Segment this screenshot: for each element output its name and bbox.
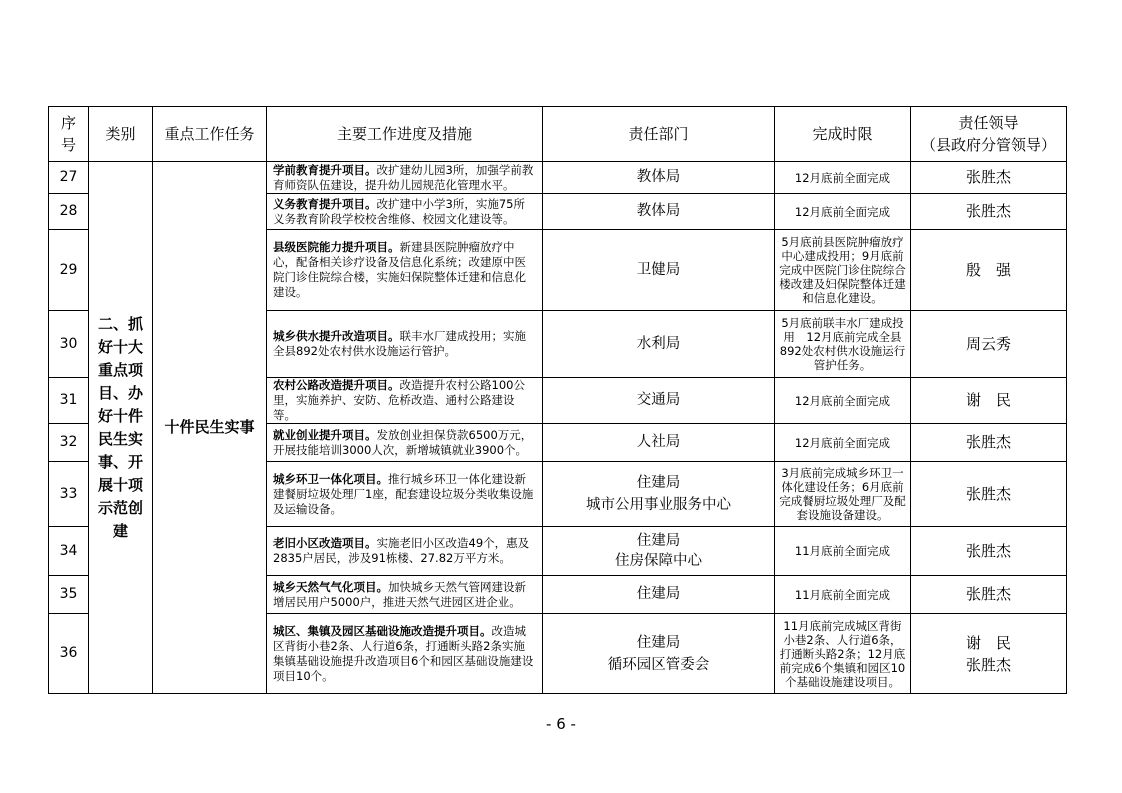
- table-row: [49, 162, 1067, 194]
- leader-cell: 张胜杰: [911, 462, 1067, 527]
- project-name: 老旧小区改造项目。: [273, 536, 377, 550]
- leader-cell: 周云秀: [911, 311, 1067, 378]
- progress-cell: [267, 378, 543, 424]
- project-detail: 发放创业担保贷款6500万元，开展技能培训3000人次，新增城镇就业3900个。: [273, 427, 533, 457]
- page-number: - 6 -: [546, 715, 576, 733]
- row-no: 31: [49, 378, 89, 424]
- row-no: 28: [49, 194, 89, 230]
- deadline-cell: 11月底前全面完成: [775, 576, 911, 614]
- header-no: 序 号: [49, 107, 89, 162]
- header-task: 重点工作任务: [153, 107, 267, 162]
- category-cell: 二、抓好十大重点项目、办好十件民生实事、开展十项示范创建: [89, 162, 153, 694]
- dept-cell: 住建局 住房保障中心: [543, 527, 775, 576]
- dept-cell: 人社局: [543, 424, 775, 462]
- project-name: 学前教育提升项目。: [273, 162, 377, 177]
- row-no: 33: [49, 462, 89, 527]
- project-name: 城区、集镇及园区基础设施改造提升项目。: [273, 623, 492, 638]
- project-name: 县级医院能力提升项目。: [273, 240, 400, 254]
- dept-cell: 教体局: [543, 194, 775, 230]
- progress-cell: [267, 527, 543, 576]
- dept-cell: 交通局: [543, 378, 775, 424]
- deadline-cell: 12月底前全面完成: [775, 378, 911, 424]
- project-name: 城乡天然气气化项目。: [273, 579, 388, 594]
- progress-cell: [267, 462, 543, 527]
- leader-cell: 张胜杰: [911, 424, 1067, 462]
- dept-cell: 卫健局: [543, 230, 775, 311]
- progress-cell: [267, 424, 543, 462]
- project-detail: 新建县医院肿瘤放疗中心，配备相关诊疗设备及信息化系统；改建原中医院门诊住院综合楼，实施妇保院整体迁建和信息化建设。: [273, 240, 526, 299]
- project-detail: 改造城区背街小巷2条、人行道6条，打通断头路2条实施集镇基础设施提升改造项目6个和园区基础设施建设项目10个。: [273, 623, 534, 683]
- leader-cell: 张胜杰: [911, 527, 1067, 576]
- leader-cell: 张胜杰: [911, 162, 1067, 194]
- project-name: 就业创业提升项目。: [273, 427, 377, 442]
- project-detail: 实施老旧小区改造49个，惠及2835户居民，涉及91栋楼、27.82万平方米。: [273, 536, 530, 565]
- project-detail: 改扩建幼儿园3所，加强学前教育师资队伍建设，提升幼儿园规范化管理水平。: [273, 162, 534, 192]
- deadline-cell: 12月底前全面完成: [775, 194, 911, 230]
- dept-cell: 住建局 循环园区管委会: [543, 614, 775, 694]
- deadline-cell: 11月底前全面完成: [775, 527, 911, 576]
- dept-cell: 住建局: [543, 576, 775, 614]
- project-name: 城乡环卫一体化项目。: [273, 471, 388, 486]
- header-deadline: 完成时限: [775, 107, 911, 162]
- row-no: 27: [49, 162, 89, 194]
- project-detail: 联丰水厂建成投用；实施全县892处农村供水设施运行管护。: [273, 329, 526, 358]
- deadline-cell: 12月底前全面完成: [775, 162, 911, 194]
- row-no: 35: [49, 576, 89, 614]
- project-name: 农村公路改造提升项目。: [273, 378, 400, 392]
- dept-cell: 教体局: [543, 162, 775, 194]
- row-no: 32: [49, 424, 89, 462]
- project-detail: 推行城乡环卫一体化建设新建餐厨垃圾处理厂1座，配套建设垃圾分类收集设施及运输设备。: [273, 471, 534, 516]
- progress-cell: [267, 576, 543, 614]
- row-no: 29: [49, 230, 89, 311]
- progress-cell: [267, 230, 543, 311]
- leader-cell: 殷 强: [911, 230, 1067, 311]
- header-leader: 责任领导 （县政府分管领导）: [911, 107, 1067, 162]
- deadline-cell: 5月底前联丰水厂建成投用 12月底前完成全县892处农村供水设施运行管护任务。: [775, 311, 911, 378]
- leader-cell: 张胜杰: [911, 576, 1067, 614]
- leader-cell: 谢 民: [911, 378, 1067, 424]
- project-name: 义务教育提升项目。: [273, 196, 377, 211]
- task-cell: 十件民生实事: [153, 162, 267, 694]
- row-no: 30: [49, 311, 89, 378]
- row-no: 34: [49, 527, 89, 576]
- header-row: [49, 107, 1067, 162]
- row-no: 36: [49, 614, 89, 694]
- header-category: 类别: [89, 107, 153, 162]
- project-detail: 加快城乡天然气管网建设新增居民用户5000户，推进天然气进园区进企业。: [273, 579, 526, 609]
- deadline-cell: 12月底前全面完成: [775, 424, 911, 462]
- deadline-cell: 5月底前县医院肿瘤放疗中心建成投用；9月底前完成中医院门诊住院综合楼改建及妇保院整体迁建和信息化建设。: [775, 230, 911, 311]
- progress-cell: [267, 614, 543, 694]
- dept-cell: 水利局: [543, 311, 775, 378]
- deadline-cell: 11月底前完成城区背街小巷2条、人行道6条，打通断头路2条；12月底前完成6个集镇和园区10个基础设施建设项目。: [775, 614, 911, 694]
- task-table: [48, 106, 1067, 694]
- progress-cell: [267, 311, 543, 378]
- leader-cell: 谢 民 张胜杰: [911, 614, 1067, 694]
- project-detail: 改造提升农村公路100公里，实施养护、安防、危桥改造、通村公路建设等。: [273, 378, 525, 422]
- leader-cell: 张胜杰: [911, 194, 1067, 230]
- header-dept: 责任部门: [543, 107, 775, 162]
- header-progress: 主要工作进度及措施: [267, 107, 543, 162]
- deadline-cell: 3月底前完成城乡环卫一体化建设任务；6月底前完成餐厨垃圾处理厂及配套设施设备建设。: [775, 462, 911, 527]
- project-detail: 改扩建中小学3所，实施75所义务教育阶段学校校舍维修、校园文化建设等。: [273, 196, 525, 226]
- progress-cell: [267, 162, 543, 194]
- progress-cell: [267, 194, 543, 230]
- project-name: 城乡供水提升改造项目。: [273, 329, 400, 343]
- dept-cell: 住建局 城市公用事业服务中心: [543, 462, 775, 527]
